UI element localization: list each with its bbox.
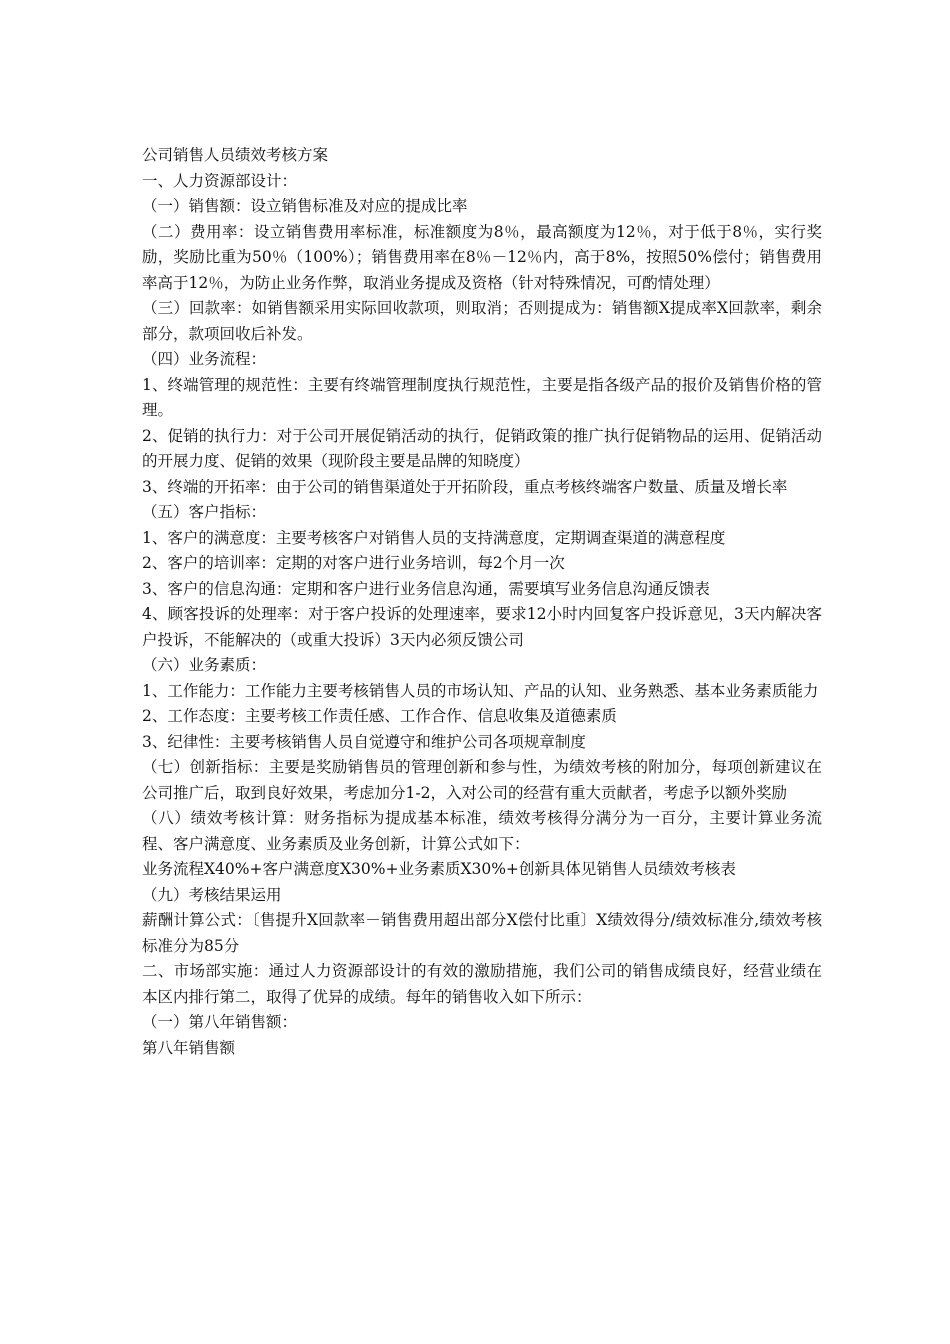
section-heading-hr-design: 一、人力资源部设计： <box>142 171 298 190</box>
customer-item-2: 2、客户的培训率：定期的对客户进行业务培训，每2个月一次 <box>142 554 565 572</box>
performance-formula: 业务流程X40%+客户满意度X30%+业务素质X30%+创新具体见销售人员绩效考核表 <box>142 860 736 878</box>
subheading-year8-sales: （一）第八年销售额： <box>142 1013 298 1031</box>
quality-item-3: 3、纪律性：主要考核销售人员自觉遵守和维护公司各项规章制度 <box>142 732 586 751</box>
item-performance-calc: （八）绩效考核计算：财务指标为提成基本标准，绩效考核得分满分为一百分，主要计算业务流程、客户满意度、业务素质及业务创新，计算公式如下： <box>142 809 822 853</box>
item-sales-amount: （一）销售额：设立销售标准及对应的提成比率 <box>142 197 468 215</box>
salary-formula: 薪酬计算公式：〔售提升X回款率－销售费用超出部分X偿付比重〕X绩效得分/绩效标准分,绩效考核标准分为85分 <box>142 911 822 955</box>
process-item-1: 1、终端管理的规范性：主要有终端管理制度执行规范性，主要是指各级产品的报价及销售价格的管理。 <box>142 375 822 419</box>
item-innovation: （七）创新指标：主要是奖励销售员的管理创新和参与性，为绩效考核的附加分，每项创新建议在公司推广后，取到良好效果，考虑加分1-2，入对公司的经营有重大贡献者，考虑予以额外奖励 <box>142 758 822 802</box>
document-body <box>142 143 822 1061</box>
subheading-business-quality: （六）业务素质： <box>142 656 267 674</box>
process-item-2: 2、促销的执行力：对于公司开展促销活动的执行，促销政策的推广执行促销物品的运用、促销活动的开展力度、促销的效果（现阶段主要是品牌的知晓度） <box>142 426 822 470</box>
item-expense-rate: （二）费用率：设立销售费用率标准，标准额度为8％，最高额度为12％，对于低于8％，实行奖励，奖励比重为50％（100%）；销售费用率在8％－12％内，高于8%，按照50%偿付；销售费用率高于12％，为防止业务作弊，取消业务提成及资格（针对特殊情况，可酌情处理） <box>142 222 822 292</box>
process-item-3: 3、终端的开拓率：由于公司的销售渠道处于开拓阶段，重点考核终端客户数量、质量及增长率 <box>142 477 788 496</box>
document-title: 公司销售人员绩效考核方案 <box>142 146 329 164</box>
subheading-business-process: （四）业务流程： <box>142 350 267 368</box>
quality-item-2: 2、工作态度：主要考核工作责任感、工作合作、信息收集及道德素质 <box>142 707 617 725</box>
subheading-result-usage: （九）考核结果运用 <box>142 885 282 904</box>
year8-sales-caption: 第八年销售额 <box>142 1038 236 1057</box>
subheading-customer-metrics: （五）客户指标： <box>142 503 267 521</box>
customer-item-3: 3、客户的信息沟通：定期和客户进行业务信息沟通，需要填写业务信息沟通反馈表 <box>142 579 710 598</box>
section-heading-marketing: 二、市场部实施：通过人力资源部设计的有效的激励措施，我们公司的销售成绩良好，经营业绩在本区内排行第二，取得了优异的成绩。每年的销售收入如下所示： <box>142 962 822 1006</box>
customer-item-4: 4、顾客投诉的处理率：对于客户投诉的处理速率，要求12小时内回复客户投诉意见，3天内解决客户投诉，不能解决的（或重大投诉）3天内必须反馈公司 <box>142 605 822 649</box>
item-collection-rate: （三）回款率：如销售额采用实际回收款项，则取消；否则提成为：销售额X提成率X回款率，剩余部分，款项回收后补发。 <box>142 299 822 343</box>
quality-item-1: 1、工作能力：工作能力主要考核销售人员的市场认知、产品的认知、业务熟悉、基本业务素质能力 <box>142 681 819 700</box>
customer-item-1: 1、客户的满意度：主要考核客户对销售人员的支持满意度，定期调查渠道的满意程度 <box>142 528 726 547</box>
